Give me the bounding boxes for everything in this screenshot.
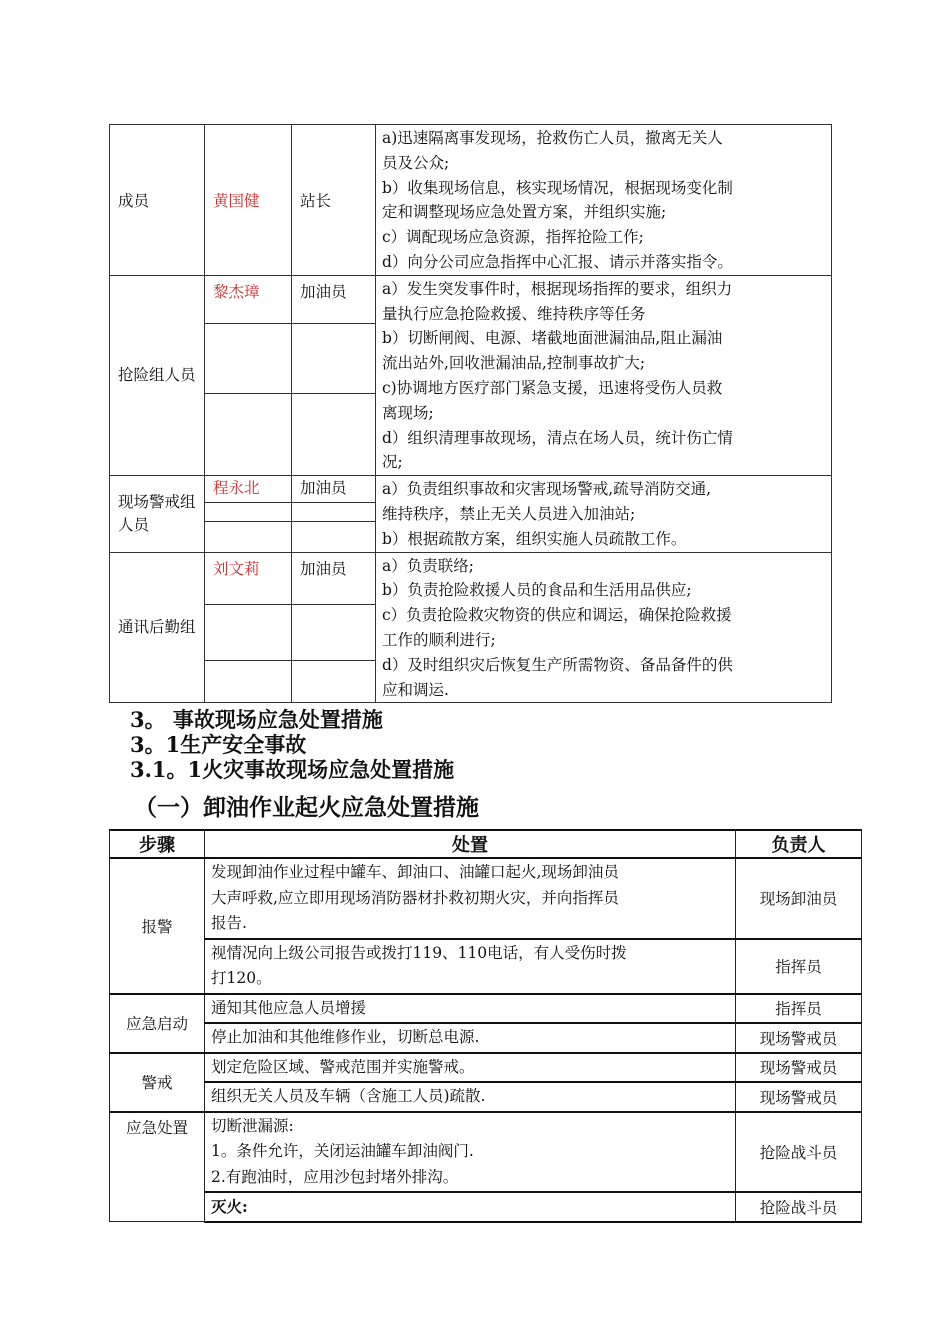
action-line: 切断泄漏源: (211, 1116, 294, 1135)
member-position: 加油员 (292, 275, 376, 323)
role-cell: 现场警戒组人员 (110, 476, 205, 552)
duty-line: 应和调运. (382, 680, 449, 699)
table-row (110, 939, 862, 994)
member-position (292, 323, 376, 393)
duty-line: 工作的顺利进行; (382, 630, 496, 649)
header-responsible: 负责人 (736, 830, 862, 858)
procedure-table (109, 829, 862, 1223)
duty-line: 况; (382, 453, 403, 472)
header-step: 步骤 (110, 830, 205, 858)
duty-line: 员及公众; (382, 153, 450, 172)
table-row (110, 1023, 862, 1053)
table-row (110, 1082, 862, 1112)
role-cell: 抢险组人员 (110, 275, 205, 475)
member-name (205, 393, 292, 475)
duty-line: b）收集现场信息，核实现场情况，根据现场变化制 (382, 178, 733, 197)
step-cell: 警戒 (110, 1053, 205, 1112)
action-line: 报告. (211, 914, 247, 932)
member-name: 黄国健 (205, 125, 292, 276)
action-line: 视情况向上级公司报告或拨打119、110电话，有人受伤时拨 (211, 943, 627, 962)
duty-line: 流出站外,回收泄漏油品,控制事故扩大; (382, 354, 646, 373)
duty-line: b）根据疏散方案，组织实施人员疏散工作。 (382, 529, 687, 548)
action-line: 停止加油和其他维修作业，切断总电源. (211, 1028, 480, 1046)
action-cell (205, 939, 736, 994)
responsible-cell: 抢险战斗员 (736, 1192, 862, 1222)
member-position (292, 502, 376, 521)
emergency-team-table (109, 124, 832, 703)
member-position: 站长 (292, 125, 376, 276)
member-position (292, 393, 376, 475)
duty-line: b）负责抢险救援人员的食品和生活用品供应; (382, 581, 692, 600)
action-line: 2.有跑油时，应用沙包封堵外排沟。 (211, 1167, 459, 1186)
responsible-cell: 现场警戒员 (736, 1023, 862, 1053)
table-row (110, 125, 832, 276)
member-position (292, 521, 376, 552)
member-name: 刘文莉 (205, 552, 292, 604)
duty-line: c)协调地方医疗部门紧急支援，迅速将受伤人员救 (382, 378, 723, 397)
table-row (110, 1053, 862, 1083)
table-row (110, 275, 832, 323)
duty-cell (376, 275, 832, 475)
action-line: 发现卸油作业过程中罐车、卸油口、油罐口起火,现场卸油员 (211, 863, 619, 881)
responsible-cell: 指挥员 (736, 994, 862, 1024)
responsible-cell: 抢险战斗员 (736, 1112, 862, 1193)
table-header-row (110, 830, 862, 858)
table-row (110, 994, 862, 1024)
action-line: 大声呼救,应立即用现场消防器材扑救初期火灾，并向指挥员 (211, 888, 619, 907)
duty-line: 离现场; (382, 403, 434, 422)
table-row (110, 1112, 862, 1193)
action-cell (205, 1192, 736, 1222)
responsible-cell: 指挥员 (736, 939, 862, 994)
role-cell: 成员 (110, 125, 205, 276)
table-row (110, 476, 832, 502)
duty-line: a）发生突发事件时，根据现场指挥的要求，组织力 (382, 279, 733, 298)
table-row (110, 1192, 862, 1222)
action-line: 打120。 (211, 969, 272, 987)
action-line: 通知其他应急人员增援 (211, 998, 367, 1017)
table-row (110, 552, 832, 604)
action-cell (205, 858, 736, 939)
member-name: 程永北 (205, 476, 292, 502)
member-position: 加油员 (292, 552, 376, 604)
member-name (205, 521, 292, 552)
member-name (205, 502, 292, 521)
member-position: 加油员 (292, 476, 376, 502)
member-position (292, 604, 376, 660)
action-line: 1。条件允许，关闭运油罐车卸油阀门. (211, 1142, 474, 1160)
duty-line: 定和调整现场应急处置方案，并组织实施; (382, 203, 667, 222)
responsible-cell: 现场卸油员 (736, 858, 862, 939)
member-position (292, 661, 376, 703)
duty-line: b）切断闸阀、电源、堵截地面泄漏油品,阻止漏油 (382, 329, 723, 348)
duty-cell (376, 125, 832, 276)
role-cell: 通讯后勤组 (110, 552, 205, 703)
step-cell: 应急启动 (110, 994, 205, 1053)
table-row (110, 858, 862, 939)
duty-line: d）及时组织灾后恢复生产所需物资、备品备件的供 (382, 655, 733, 674)
action-cell (205, 1053, 736, 1083)
action-line: 组织无关人员及车辆（含施工人员)疏散. (211, 1087, 486, 1105)
responsible-cell: 现场警戒员 (736, 1082, 862, 1112)
duty-line: a)迅速隔离事发现场，抢救伤亡人员，撤离无关人 (382, 129, 723, 147)
duty-cell (376, 476, 832, 552)
duty-line: d）组织清理事故现场，清点在场人员，统计伤亡情 (382, 428, 733, 447)
member-name (205, 323, 292, 393)
action-line: 划定危险区域、警戒范围并实施警戒。 (211, 1057, 475, 1076)
duty-line: c）负责抢险救灾物资的供应和调运，确保抢险救援 (382, 606, 732, 625)
section-heading: 3。 事故现场应急处置措施 (130, 707, 383, 732)
procedure-heading: （一）卸油作业起火应急处置措施 (134, 794, 479, 821)
duty-cell (376, 552, 832, 703)
step-cell: 报警 (110, 858, 205, 994)
subsection-heading: 3。1生产安全事故 (130, 732, 307, 757)
responsible-cell: 现场警戒员 (736, 1053, 862, 1083)
duty-line: 量执行应急抢险救援、维持秩序等任务 (382, 304, 646, 323)
header-action: 处置 (205, 830, 736, 858)
duty-line: d）向分公司应急指挥中心汇报、请示并落实指令。 (382, 252, 733, 271)
action-line: 灭火: (211, 1197, 248, 1216)
step-cell: 应急处置 (110, 1112, 205, 1222)
member-name: 黎杰璋 (205, 275, 292, 323)
member-name (205, 604, 292, 660)
action-cell (205, 1023, 736, 1053)
action-cell (205, 1112, 736, 1193)
action-cell (205, 994, 736, 1024)
duty-line: a）负责联络; (382, 556, 474, 575)
duty-line: a）负责组织事故和灾害现场警戒,疏导消防交通, (382, 480, 712, 499)
action-cell (205, 1082, 736, 1112)
duty-line: 维持秩序，禁止无关人员进入加油站; (382, 504, 636, 523)
duty-line: c）调配现场应急资源，指挥抢险工作; (382, 228, 644, 247)
subsubsection-heading: 3.1。1火灾事故现场应急处置措施 (130, 757, 455, 782)
member-name (205, 661, 292, 703)
